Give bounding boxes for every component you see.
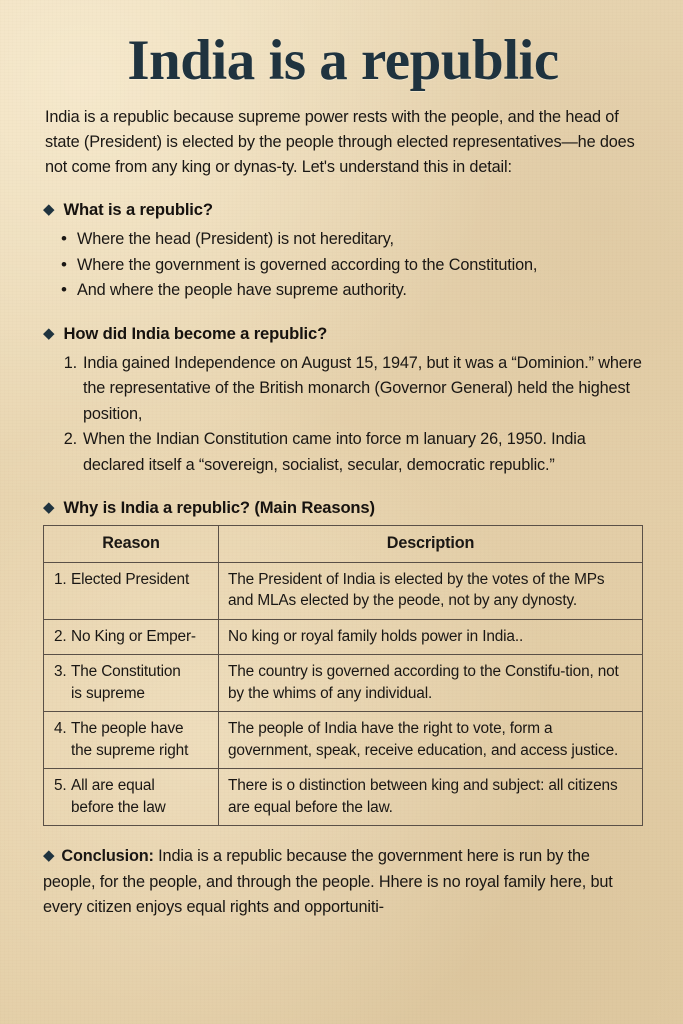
table-cell-reason	[44, 619, 219, 655]
list-item-number: 1.	[63, 353, 77, 372]
table-cell-reason	[44, 769, 219, 826]
diamond-bullet-icon: ◆	[43, 201, 55, 218]
reason-number: 1.	[54, 570, 67, 588]
table-column-header-reason: Reason	[44, 526, 219, 563]
table-row	[44, 619, 643, 655]
intro-paragraph: India is a republic because supreme power rests with the people, and the head of state (President) is elected by the people through elected representatives—he does not come from any king or dynas-ty. Let's understand this in detail:	[45, 108, 635, 176]
conclusion-label: Conclusion:	[61, 847, 154, 865]
table-cell-description: The President of India is elected by the votes of the MPs and MLAs elected by the peode, not by any dynosty.	[219, 562, 643, 619]
table-cell-description: The country is governed according to the Constifu-tion, not by the whims of any individual.	[219, 655, 643, 712]
list-item: • And where the people have supreme authority.	[61, 278, 643, 304]
table-cell-reason	[44, 712, 219, 769]
conclusion-text: India is a republic because the government here is run by the people, for the people, and through the people. Hhere is no royal family here, but every citizen enjoys equal rights and opportuniti-	[43, 847, 613, 916]
diamond-bullet-icon: ◆	[43, 324, 55, 342]
history-numbered-list	[57, 351, 643, 479]
reason-number: 3.	[54, 663, 67, 680]
table-row	[44, 769, 643, 826]
list-item: • Where the head (President) is not hereditary,	[61, 227, 643, 253]
republic-definition-list	[61, 227, 643, 304]
section-heading-label: What is a republic?	[63, 200, 213, 219]
table-row	[44, 655, 643, 712]
section-heading-why-is-india-a-republic	[43, 498, 643, 518]
reason-label: The Constitution	[71, 663, 181, 680]
page-title: India is a republic	[127, 29, 559, 92]
table-cell-reason	[44, 655, 219, 712]
list-item-text: When the Indian Constitution came into force m lanuary 26, 1950. India declared itself a “sovereign, socialist, secular, democratic republic.”	[83, 430, 586, 474]
table-cell-description: The people of India have the right to vote, form a government, speak, receive education, and access justice.	[219, 712, 643, 769]
reason-label: Elected President	[71, 570, 190, 588]
reason-label-continued: is supreme	[71, 684, 145, 702]
list-item-text: India gained Independence on August 15, 1947, but it was a “Dominion.” where the representative of the British monarch (Governor General) held the highest position,	[83, 353, 642, 423]
reason-number: 5.	[54, 777, 67, 794]
section-heading-what-is-a-republic	[43, 200, 643, 220]
reason-label: The people have	[71, 720, 184, 737]
reason-label-continued: before the law	[71, 798, 166, 816]
table-header-row	[44, 526, 643, 563]
reason-label-continued: the supreme right	[71, 741, 189, 759]
reason-number: 2.	[54, 627, 67, 645]
section-heading-label: How did India become a republic?	[63, 323, 328, 343]
table-column-header-description: Description	[219, 526, 643, 563]
reasons-table	[43, 525, 643, 826]
section-heading-how-did-india-become-a-republic	[43, 324, 643, 344]
list-item: • Where the government is governed according to the Constitution,	[61, 253, 643, 279]
table-cell-description: There is o distinction between king and subject: all citizens are equal before the law.	[219, 769, 643, 826]
list-item	[57, 427, 643, 478]
section-heading-label: Why is India a republic? (Main Reasons)	[63, 498, 375, 517]
diamond-bullet-icon: ◆	[43, 499, 55, 516]
reason-number: 4.	[54, 720, 67, 737]
reason-label: No King or Emper-	[71, 627, 196, 645]
list-item-number: 2.	[63, 430, 77, 448]
reason-label: All are equal	[71, 777, 155, 794]
diamond-bullet-icon: ◆	[43, 847, 55, 864]
table-cell-description: No king or royal family holds power in India..	[219, 619, 643, 655]
conclusion-paragraph	[43, 844, 643, 921]
table-row	[44, 562, 643, 619]
list-item	[57, 351, 643, 428]
table-cell-reason	[44, 562, 219, 619]
table-row	[44, 712, 643, 769]
